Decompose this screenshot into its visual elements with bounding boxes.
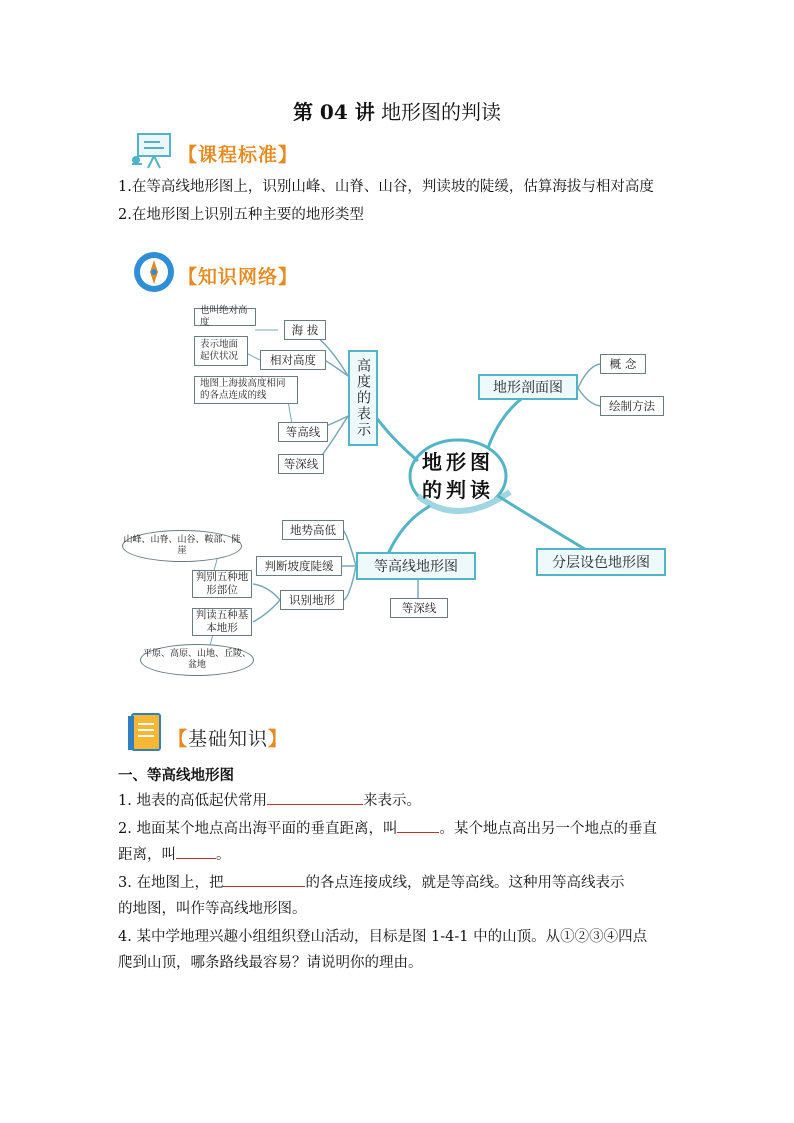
whiteboard-icon: [130, 130, 176, 170]
note-terrain-list: 平原、高原、山地、丘陵、盆地: [140, 644, 254, 676]
basics-heading: 一、等高线地形图: [118, 767, 234, 784]
item-depth-line: 等深线: [278, 454, 324, 474]
item-five-parts: 判别五种地形部位: [192, 570, 252, 598]
answer-blank-2b[interactable]: [176, 844, 216, 859]
item-relative-height: 相对高度: [260, 350, 326, 370]
mind-map: [118, 296, 678, 676]
question-2: 2. 地面某个地点高出海平面的垂直距离，叫 。某个地点高出另一个地点的垂直 距离，叫 。: [118, 816, 678, 868]
page-title: 第 04 讲 地形图的判读: [292, 100, 502, 124]
item-altitude: 海 拔: [284, 320, 326, 340]
branch-contour-map: 等高线地形图: [356, 552, 476, 580]
note-absolute-height: 也叫绝对高度: [194, 308, 256, 326]
answer-blank-2a[interactable]: [397, 818, 439, 833]
notebook-icon: [126, 712, 164, 754]
branch-layered-tint: 分层设色地形图: [536, 548, 666, 576]
mind-map-center: 地形图 的判读: [422, 450, 494, 502]
item-drawing-method: 绘制方法: [600, 396, 664, 416]
standard-item-1: 1.在等高线地形图上，识别山峰、山脊、山谷，判读坡的陡缓，估算海拔与相对高度: [118, 179, 654, 195]
question-3: 3. 在地图上，把 的各点连接成线，就是等高线。这种用等高线表示 的地图，叫作等高线地形图。: [118, 870, 678, 922]
branch-height: 高度的表示: [348, 350, 378, 446]
answer-blank-3[interactable]: [223, 872, 305, 887]
item-judge-slope: 判断坡度陡缓: [256, 556, 342, 576]
item-terrain-high-low: 地势高低: [282, 520, 344, 540]
note-relief: 表示地面起伏状况: [194, 336, 248, 366]
compass-icon: [132, 250, 176, 294]
item-contour-line: 等高线: [278, 422, 328, 442]
note-same-altitude: 地图上海拔高度相同的各点连成的线: [194, 376, 298, 404]
section-standards-label: 【课程标准】: [178, 144, 299, 166]
section-network-label: 【知识网络】: [178, 266, 299, 288]
note-parts-list: 山峰、山脊、山谷、鞍部、陡崖: [122, 530, 242, 562]
item-five-basic: 判读五种基本地形: [192, 608, 252, 636]
item-recognize-terrain: 识别地形: [280, 590, 344, 610]
item-concept: 概 念: [600, 354, 646, 374]
question-4: 4. 某中学地理兴趣小组组织登山活动，目标是图 1-4-1 中的山顶。从①②③④四点 爬到山顶，哪条路线最容易？请说明你的理由。: [118, 929, 648, 971]
item-depth-line-2: 等深线: [390, 598, 448, 618]
answer-blank-1[interactable]: [267, 790, 363, 805]
question-1: 1. 地表的高低起伏常用 来表示。: [118, 788, 678, 814]
standard-item-2: 2.在地形图上识别五种主要的地形类型: [118, 207, 364, 223]
branch-profile: 地形剖面图: [478, 374, 578, 400]
section-basics-label: 【基础知识】: [168, 728, 289, 750]
